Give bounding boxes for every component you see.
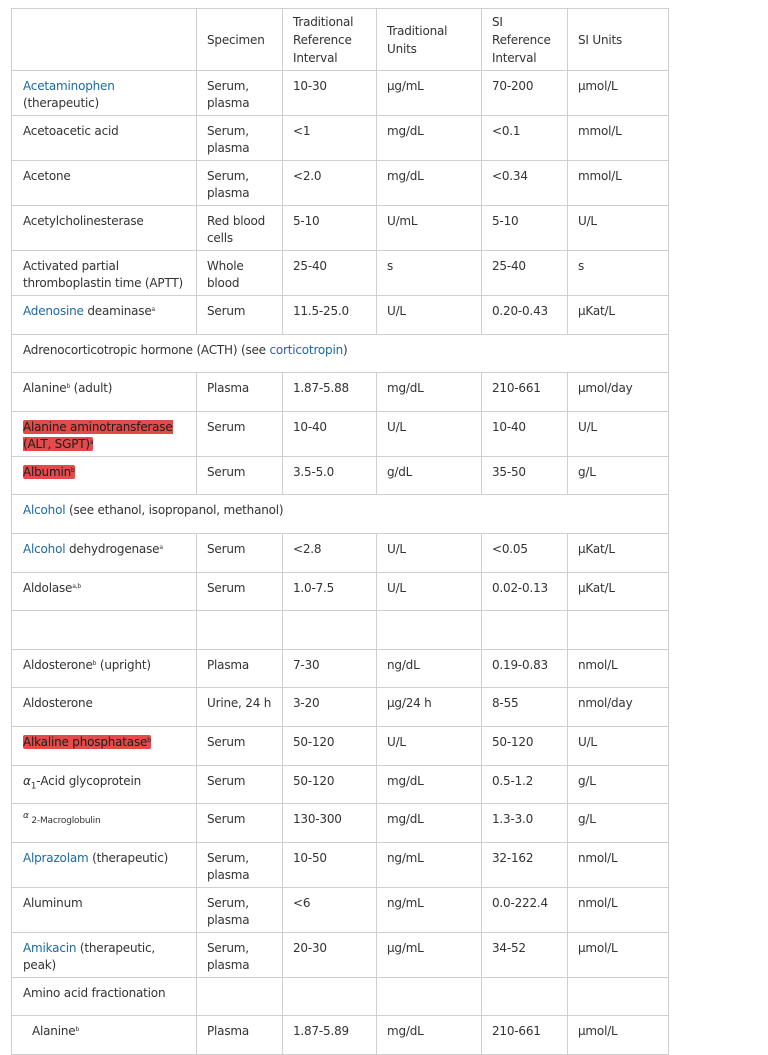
- traditional-units-cell: ng/mL: [377, 842, 482, 887]
- alcohol-link[interactable]: Alcohol: [23, 503, 66, 518]
- header-row: [12, 9, 669, 71]
- specimen-cell: Serum, plasma: [197, 887, 283, 932]
- si-units-cell: nmol/L: [568, 842, 669, 887]
- highlighted-text: Albumin$^b$: [23, 464, 75, 479]
- see-also-cell: Adrenocorticotropic hormone (ACTH) (see corticotropin): [12, 334, 669, 373]
- highlighted-text: Alanine aminotransferase (ALT, SGPT)$^a$: [23, 419, 173, 451]
- specimen-cell: Serum: [197, 533, 283, 572]
- traditional-interval-cell: 20-30: [283, 932, 377, 977]
- specimen-cell: Red blood cells: [197, 206, 283, 251]
- si-units-cell: μmol/L: [568, 71, 669, 116]
- si-interval-cell: 34-52: [482, 932, 568, 977]
- table-row: [12, 373, 669, 412]
- table-row: [12, 649, 669, 688]
- test-name: Amikacin (therapeutic, peak): [12, 932, 197, 977]
- traditional-interval-cell: 10-50: [283, 842, 377, 887]
- traditional-units-cell: μg/24 h: [377, 688, 482, 727]
- test-name: Acetylcholinesterase: [12, 206, 197, 251]
- si-units-cell: μKat/L: [568, 533, 669, 572]
- header-traditional-reference: Traditional Reference Interval: [283, 9, 377, 71]
- header-si-reference: SI Reference Interval: [482, 9, 568, 71]
- traditional-interval-cell: 1.87-5.89: [283, 1016, 377, 1055]
- header-si-units: SI Units: [568, 9, 669, 71]
- traditional-interval-cell: 10-30: [283, 71, 377, 116]
- test-name: [12, 411, 197, 456]
- traditional-interval-cell: 5-10: [283, 206, 377, 251]
- test-name: Alprazolam (therapeutic): [12, 842, 197, 887]
- table-row: [12, 932, 669, 977]
- table-row: [12, 1016, 669, 1055]
- test-name: Adenosine deaminase$^a$: [12, 296, 197, 335]
- specimen-cell: Plasma: [197, 649, 283, 688]
- traditional-units-cell: U/L: [377, 572, 482, 611]
- traditional-interval-cell: 50-120: [283, 726, 377, 765]
- test-link[interactable]: Adenosine: [23, 304, 84, 318]
- test-name: Aldosterone$^b$ (upright): [12, 649, 197, 688]
- si-units-cell: nmol/L: [568, 887, 669, 932]
- traditional-interval-cell: 1.0-7.5: [283, 572, 377, 611]
- si-interval-cell: 0.0-222.4: [482, 887, 568, 932]
- specimen-cell: Serum: [197, 765, 283, 804]
- si-interval-cell: 50-120: [482, 726, 568, 765]
- table-row: [12, 456, 669, 495]
- si-units-cell: μKat/L: [568, 572, 669, 611]
- si-units-cell: U/L: [568, 411, 669, 456]
- si-units-cell: μmol/L: [568, 1016, 669, 1055]
- test-name: Alcohol dehydrogenase$^a$: [12, 533, 197, 572]
- specimen-cell: Serum, plasma: [197, 842, 283, 887]
- specimen-cell: Whole blood: [197, 251, 283, 296]
- footnote-marker: a: [89, 438, 94, 446]
- see-also-cell: Alcohol (see ethanol, isopropanol, methanol): [12, 495, 669, 534]
- test-name: Acetaminophen (therapeutic): [12, 71, 197, 116]
- traditional-units-cell: mg/dL: [377, 765, 482, 804]
- si-interval-cell: 25-40: [482, 251, 568, 296]
- traditional-units-cell: U/L: [377, 411, 482, 456]
- table-row: [12, 688, 669, 727]
- header-test: [12, 9, 197, 71]
- specimen-cell: Serum, plasma: [197, 932, 283, 977]
- si-units-cell: nmol/L: [568, 649, 669, 688]
- table-row: [12, 334, 669, 373]
- specimen-cell: Urine, 24 h: [197, 688, 283, 727]
- traditional-units-cell: ng/dL: [377, 649, 482, 688]
- test-name: Acetone: [12, 161, 197, 206]
- test-link[interactable]: Alprazolam: [23, 850, 89, 865]
- traditional-units-cell: mg/dL: [377, 116, 482, 161]
- si-interval-cell: 0.19-0.83: [482, 649, 568, 688]
- si-interval-cell: 10-40: [482, 411, 568, 456]
- table-row: [12, 572, 669, 611]
- traditional-interval-cell: 7-30: [283, 649, 377, 688]
- traditional-interval-cell: 11.5-25.0: [283, 296, 377, 335]
- si-units-cell: U/L: [568, 726, 669, 765]
- specimen-cell: Plasma: [197, 373, 283, 412]
- test-name: Acetoacetic acid: [12, 116, 197, 161]
- traditional-interval-cell: 25-40: [283, 251, 377, 296]
- si-units-cell: g/L: [568, 765, 669, 804]
- test-name: Aldosterone: [12, 688, 197, 727]
- si-units-cell: μmol/L: [568, 932, 669, 977]
- si-units-cell: nmol/day: [568, 688, 669, 727]
- si-interval-cell: 70-200: [482, 71, 568, 116]
- footnote-marker: a,b: [72, 582, 82, 590]
- traditional-units-cell: mg/dL: [377, 161, 482, 206]
- si-interval-cell: 210-661: [482, 373, 568, 412]
- si-units-cell: mmol/L: [568, 116, 669, 161]
- si-units-cell: U/L: [568, 206, 669, 251]
- traditional-units-cell: μg/mL: [377, 932, 482, 977]
- header-specimen: Specimen: [197, 9, 283, 71]
- si-interval-cell: 5-10: [482, 206, 568, 251]
- si-units-cell: μmol/day: [568, 373, 669, 412]
- si-interval-cell: 0.20-0.43: [482, 296, 568, 335]
- test-link[interactable]: Amikacin: [23, 940, 77, 955]
- specimen-cell: Serum, plasma: [197, 71, 283, 116]
- footnote-marker: b: [147, 736, 151, 744]
- footnote-marker: b: [75, 1026, 80, 1034]
- specimen-cell: Serum: [197, 456, 283, 495]
- si-interval-cell: 0.02-0.13: [482, 572, 568, 611]
- table-row: [12, 887, 669, 932]
- si-interval-cell: <0.1: [482, 116, 568, 161]
- specimen-cell: Plasma: [197, 1016, 283, 1055]
- corticotropin-link[interactable]: corticotropin: [269, 342, 344, 357]
- traditional-interval-cell: 10-40: [283, 411, 377, 456]
- footnote-marker: b: [66, 383, 71, 391]
- highlighted-text: Alkaline phosphatase$^b$: [23, 734, 151, 749]
- traditional-interval-cell: 130-300: [283, 804, 377, 843]
- test-name: Aluminum: [12, 887, 197, 932]
- traditional-units-cell: U/L: [377, 296, 482, 335]
- footnote-marker: b: [71, 466, 75, 474]
- traditional-interval-cell: <2.0: [283, 161, 377, 206]
- traditional-units-cell: mg/dL: [377, 1016, 482, 1055]
- specimen-cell: Serum: [197, 804, 283, 843]
- table-row: [12, 977, 669, 1016]
- table-row: [12, 765, 669, 804]
- traditional-interval-cell: 3.5-5.0: [283, 456, 377, 495]
- si-units-cell: μKat/L: [568, 296, 669, 335]
- traditional-interval-cell: 3-20: [283, 688, 377, 727]
- traditional-interval-cell: 50-120: [283, 765, 377, 804]
- test-name: [12, 456, 197, 495]
- traditional-units-cell: ng/mL: [377, 887, 482, 932]
- si-interval-cell: <0.34: [482, 161, 568, 206]
- traditional-units-cell: U/mL: [377, 206, 482, 251]
- test-name: $^\alpha$ 2-Macroglobulin: [12, 804, 197, 843]
- specimen-cell: Serum: [197, 726, 283, 765]
- traditional-units-cell: g/dL: [377, 456, 482, 495]
- si-units-cell: g/L: [568, 456, 669, 495]
- test-link[interactable]: Acetaminophen: [23, 79, 115, 93]
- si-units-cell: s: [568, 251, 669, 296]
- test-name: Aldolase$^{a,b}$: [12, 572, 197, 611]
- traditional-units-cell: mg/dL: [377, 373, 482, 412]
- table-row: [12, 495, 669, 534]
- si-interval-cell: 0.5-1.2: [482, 765, 568, 804]
- reference-table: [11, 8, 669, 1055]
- header-traditional-units: Traditional Units: [377, 9, 482, 71]
- specimen-cell: Serum: [197, 411, 283, 456]
- si-interval-cell: 32-162: [482, 842, 568, 887]
- si-interval-cell: <0.05: [482, 533, 568, 572]
- traditional-units-cell: U/L: [377, 726, 482, 765]
- table-row: [12, 71, 669, 116]
- traditional-interval-cell: <6: [283, 887, 377, 932]
- traditional-interval-cell: 1.87-5.88: [283, 373, 377, 412]
- table-row: [12, 251, 669, 296]
- table-row: [12, 842, 669, 887]
- si-interval-cell: 1.3-3.0: [482, 804, 568, 843]
- si-interval-cell: 35-50: [482, 456, 568, 495]
- footnote-marker: a: [151, 306, 156, 313]
- si-units-cell: g/L: [568, 804, 669, 843]
- si-interval-cell: 210-661: [482, 1016, 568, 1055]
- specimen-cell: Serum: [197, 572, 283, 611]
- table-row: [12, 161, 669, 206]
- traditional-units-cell: s: [377, 251, 482, 296]
- table-row: [12, 116, 669, 161]
- test-name: Alanine$^b$: [12, 1016, 197, 1055]
- table-row: [12, 726, 669, 765]
- footnote-marker: a: [159, 543, 163, 551]
- footnote-marker: b: [92, 659, 97, 667]
- table-row: [12, 804, 669, 843]
- table-row: [12, 533, 669, 572]
- table-row: [12, 296, 669, 335]
- specimen-cell: Serum: [197, 296, 283, 335]
- test-name: [12, 726, 197, 765]
- test-name: Alanine$^b$ (adult): [12, 373, 197, 412]
- test-name: Activated partial thromboplastin time (APTT): [12, 251, 197, 296]
- specimen-cell: Serum, plasma: [197, 161, 283, 206]
- table-row: [12, 411, 669, 456]
- traditional-units-cell: mg/dL: [377, 804, 482, 843]
- si-interval-cell: 8-55: [482, 688, 568, 727]
- traditional-interval-cell: <1: [283, 116, 377, 161]
- test-link[interactable]: Alcohol: [23, 541, 66, 556]
- si-units-cell: mmol/L: [568, 161, 669, 206]
- empty-row: [12, 611, 669, 650]
- test-name: Amino acid fractionation: [12, 977, 197, 1016]
- specimen-cell: Serum, plasma: [197, 116, 283, 161]
- table-row: [12, 206, 669, 251]
- traditional-interval-cell: <2.8: [283, 533, 377, 572]
- test-name: $\alpha_1$-Acid glycoprotein: [12, 765, 197, 804]
- traditional-units-cell: U/L: [377, 533, 482, 572]
- traditional-units-cell: μg/mL: [377, 71, 482, 116]
